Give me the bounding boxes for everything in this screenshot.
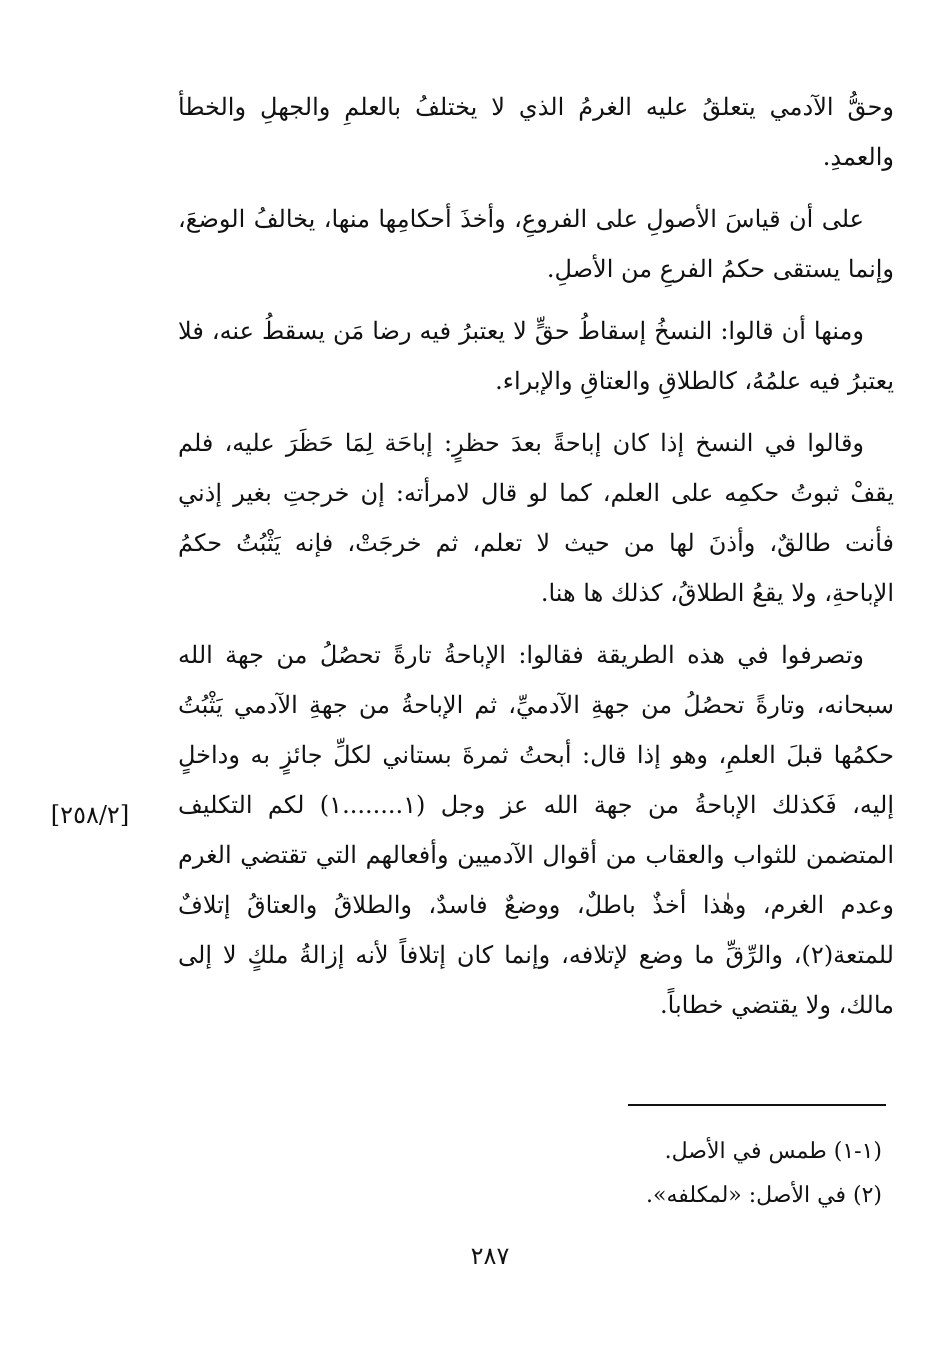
footnote: (١-١) طمس في الأصل. — [664, 1139, 882, 1164]
paragraph: على أن قياسَ الأصولِ على الفروعِ، وأخذَ أحكامِها منها، يخالفُ الوضعَ، وإنما يستقى حكمُ الفرعِ من الأصلِ. — [178, 205, 894, 283]
footnote-divider — [628, 1104, 886, 1106]
paragraph: وتصرفوا في هذه الطريقة فقالوا: الإباحةُ تارةً تحصُلُ من جهة الله سبحانه، وتارةً تحصُلُ من جهةِ الآدميِّ، ثم الإباحةُ من جهةِ الآدمي يَثْبُتُ حكمُها قبلَ العلمِ، وهو إذا قال: أبحتُ ثمرةَ بستاني لكلِّ جائزٍ به وداخلٍ إليه، فَكذلك الإباحةُ من جهة الله عز وجل (١........١) لكم التكليف المتضمن للثواب والعقاب من أقوال الآدميين وأفعالهم التي تقتضي الغرم وعدم الغرم، وهٰذا أخذٌ باطلٌ، ووضعٌ فاسدٌ، والطلاقُ والعتاقُ إتلافٌ للمتعة(٢)، والرِّقِّ ما وضع لإتلافه، وإنما كان إتلافاً لأنه إزالةُ ملكٍ لا إلى مالك، ولا يقتضي خطاباً. — [178, 641, 894, 1019]
paragraph: ومنها أن قالوا: النسخُ إسقاطُ حقٍّ لا يعتبرُ فيه رضا مَن يسقطُ عنه، فلا يعتبرُ فيه علمُهُ، كالطلاقِ والعتاقِ والإبراء. — [178, 317, 894, 395]
margin-page-reference: [٢٥٨/٢] — [50, 801, 130, 829]
paragraph: وحقُّ الآدمي يتعلقُ عليه الغرمُ الذي لا يختلفُ بالعلمِ والجهلِ والخطأ والعمدِ. — [178, 93, 894, 171]
paragraph: وقالوا في النسخ إذا كان إباحةً بعدَ حظرٍ: إباحَة لِمَا حَظَرَ عليه، فلم يقفْ ثبوتُ حكمِه على العلم، كما لو قال لامرأته: إن خرجتِ بغير إذني فأنت طالقٌ، وأذنَ لها من حيث لا تعلم، ثم خرجَتْ، فإنه يَثْبُتُ حكمُ الإباحةِ، ولا يقعُ الطلاقُ، كذلك ها هنا. — [178, 429, 894, 607]
footnotes — [178, 1130, 882, 1218]
page-number: ٢٨٧ — [470, 1242, 510, 1270]
main-text-body — [178, 82, 894, 1042]
footnote: (٢) في الأصل: «لمكلفه». — [646, 1183, 882, 1208]
